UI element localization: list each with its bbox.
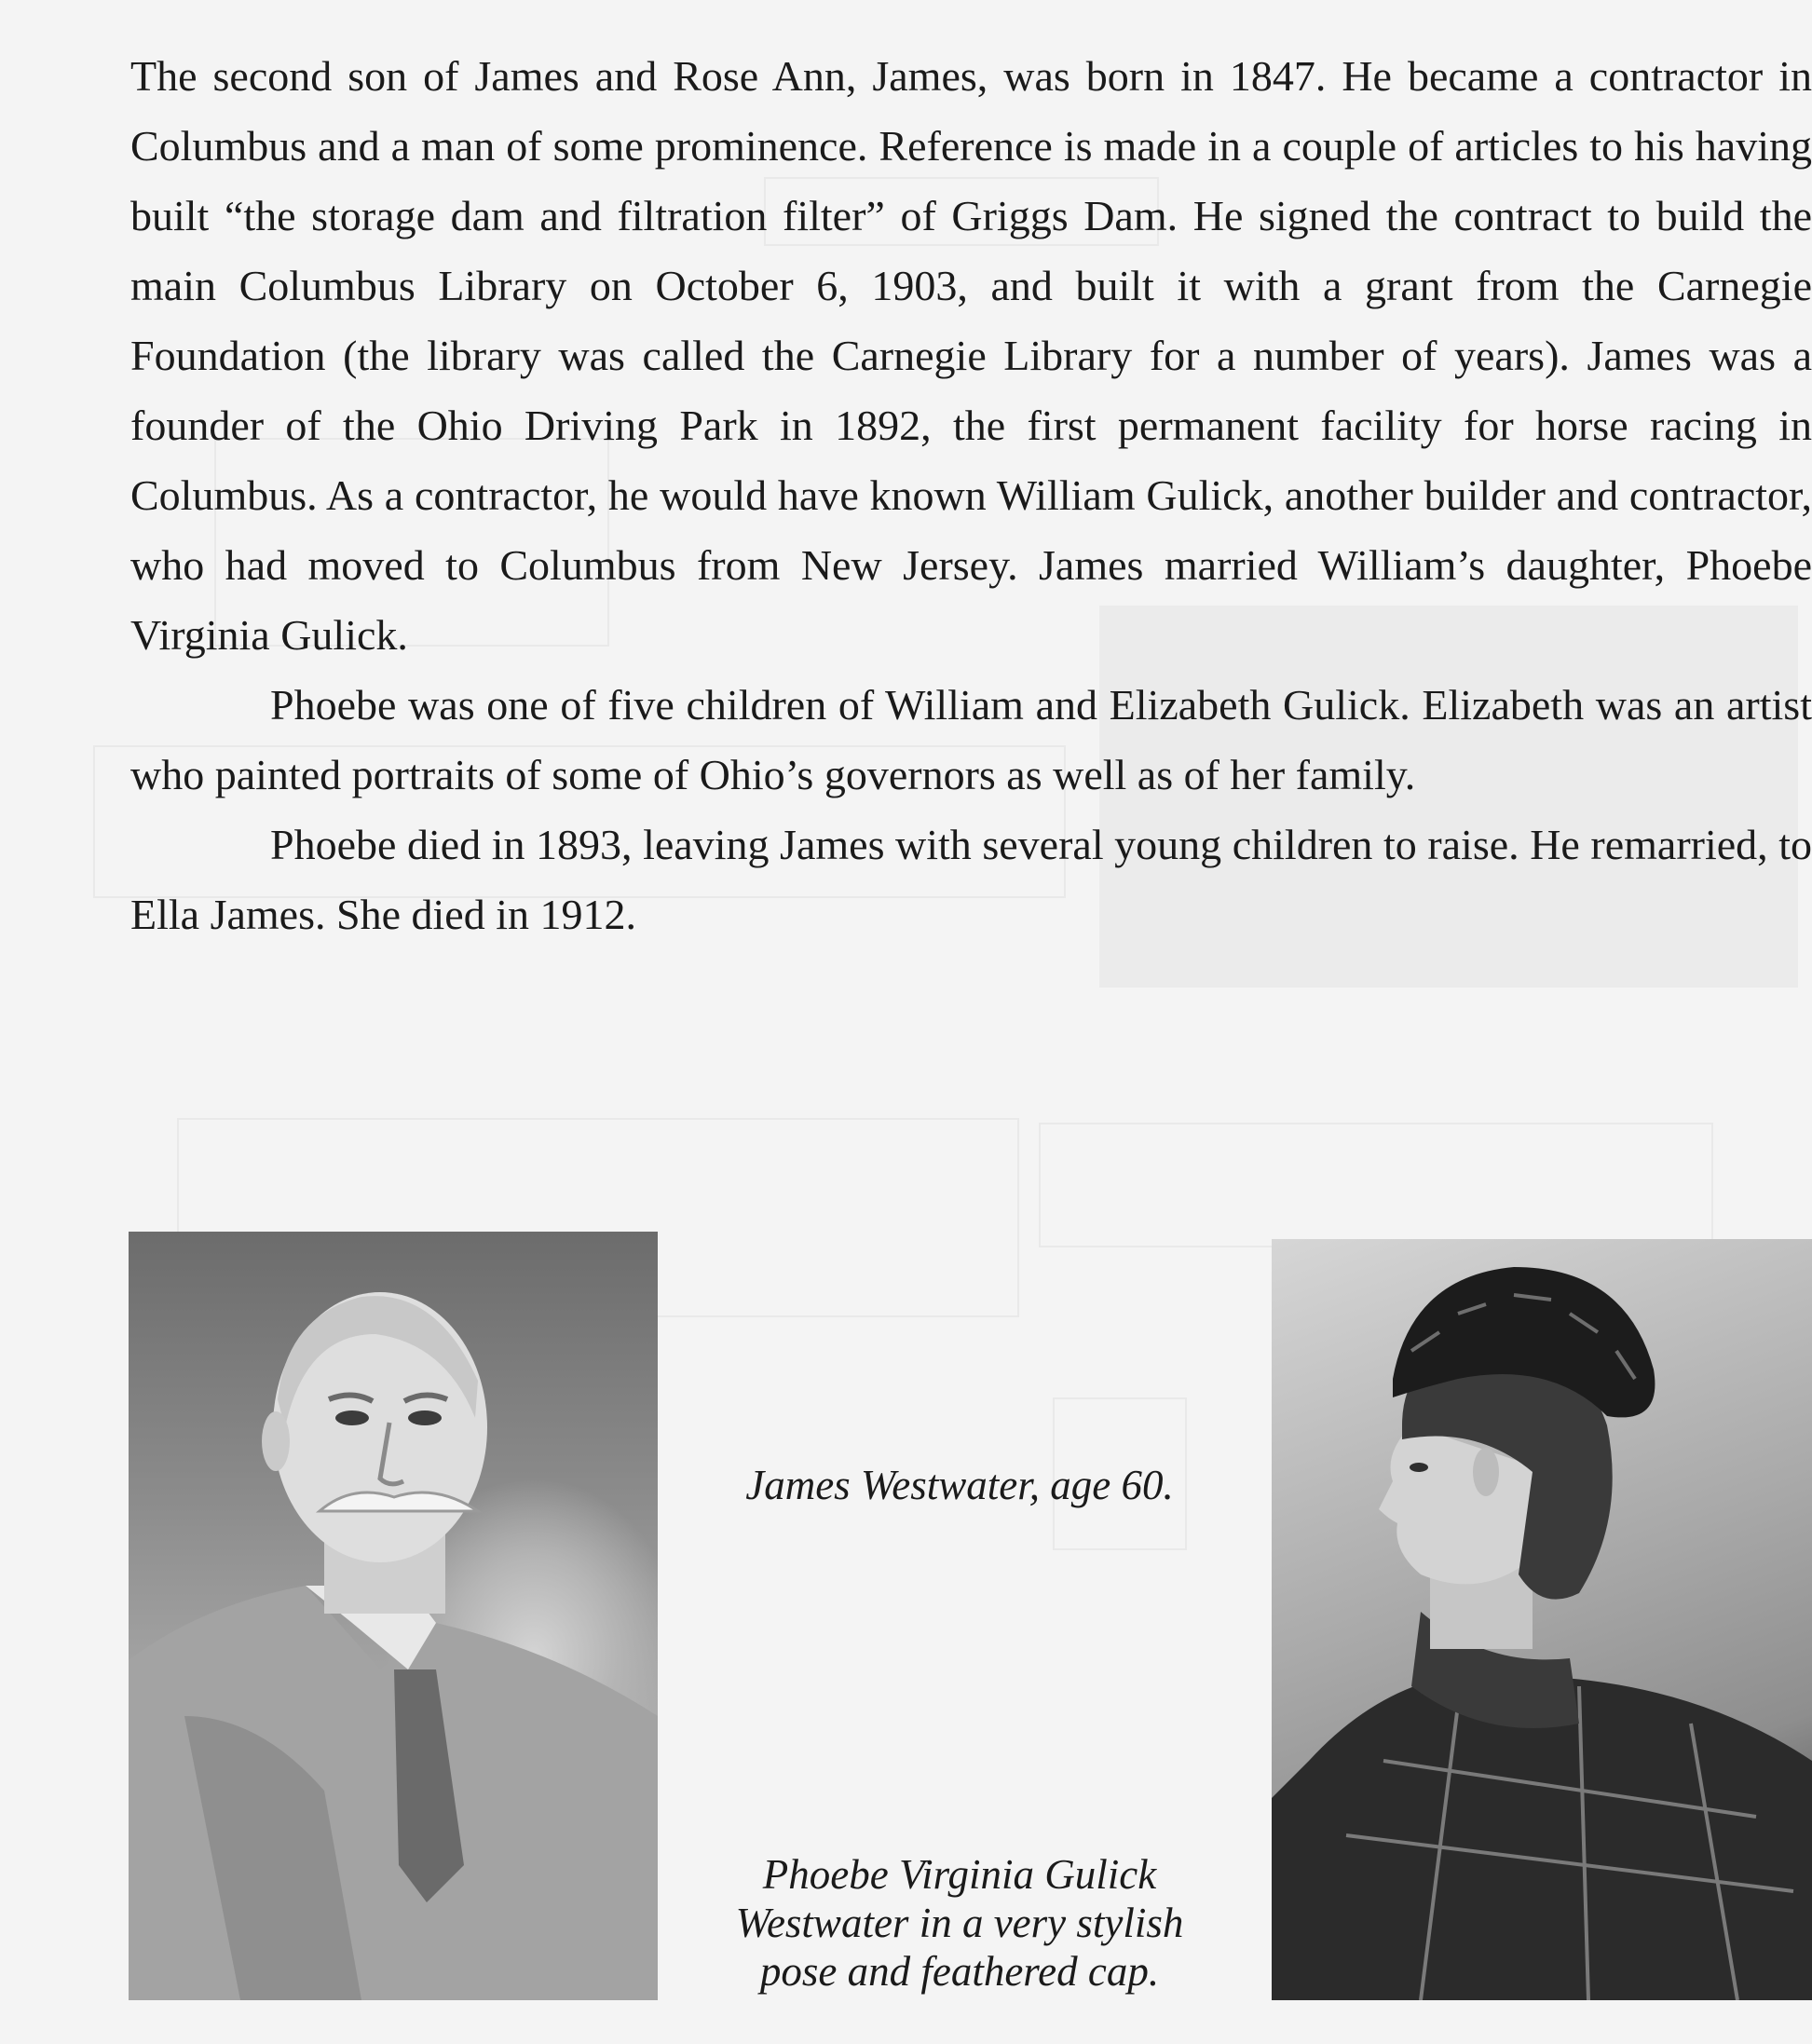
phoebe-caption-line: Phoebe Virginia Gulick [762, 1851, 1157, 1898]
phoebe-caption-line: pose and feathered cap. [759, 1948, 1160, 1995]
phoebe-portrait-drawing [1272, 1239, 1812, 2000]
paragraph-james-biography: The second son of James and Rose Ann, James, was born in 1847. He became a contractor in Columbus and a man of some prominence. Reference is made in a couple of articles to his having built “the storage dam and filtration filter” of Griggs Dam. He signed the contract to build the main Columbus Library on October 6, 1903, and built it with a grant from the Carnegie Foundation (the library was called the Carnegie Library for a number of years). James was a founder of the Ohio Driving Park in 1892, the first permanent facility for horse racing in Columbus. As a contractor, he would have known William Gulick, another builder and contractor, who had moved to Columbus from New Jersey. James married William’s daughter, Phoebe Virginia Gulick. [130, 52, 1812, 659]
phoebe-photo-caption [680, 1850, 1239, 1996]
paragraph-phoebe-family: Phoebe was one of five children of William and Elizabeth Gulick. Elizabeth was an artist who painted portraits of some of Ohio’s governors as well as of her family. [130, 681, 1812, 798]
paragraph-phoebe-death: Phoebe died in 1893, leaving James with several young children to raise. He remarried, to Ella James. She died in 1912. [130, 821, 1812, 938]
article-body [130, 41, 1812, 949]
james-photo-caption: James Westwater, age 60. [745, 1462, 1174, 1508]
james-westwater-photo [129, 1232, 658, 2000]
phoebe-caption-line: Westwater in a very stylish [735, 1900, 1184, 1946]
bleed-through-box [1039, 1123, 1713, 1247]
james-portrait-drawing [129, 1232, 658, 2000]
phoebe-westwater-photo [1272, 1239, 1812, 2000]
